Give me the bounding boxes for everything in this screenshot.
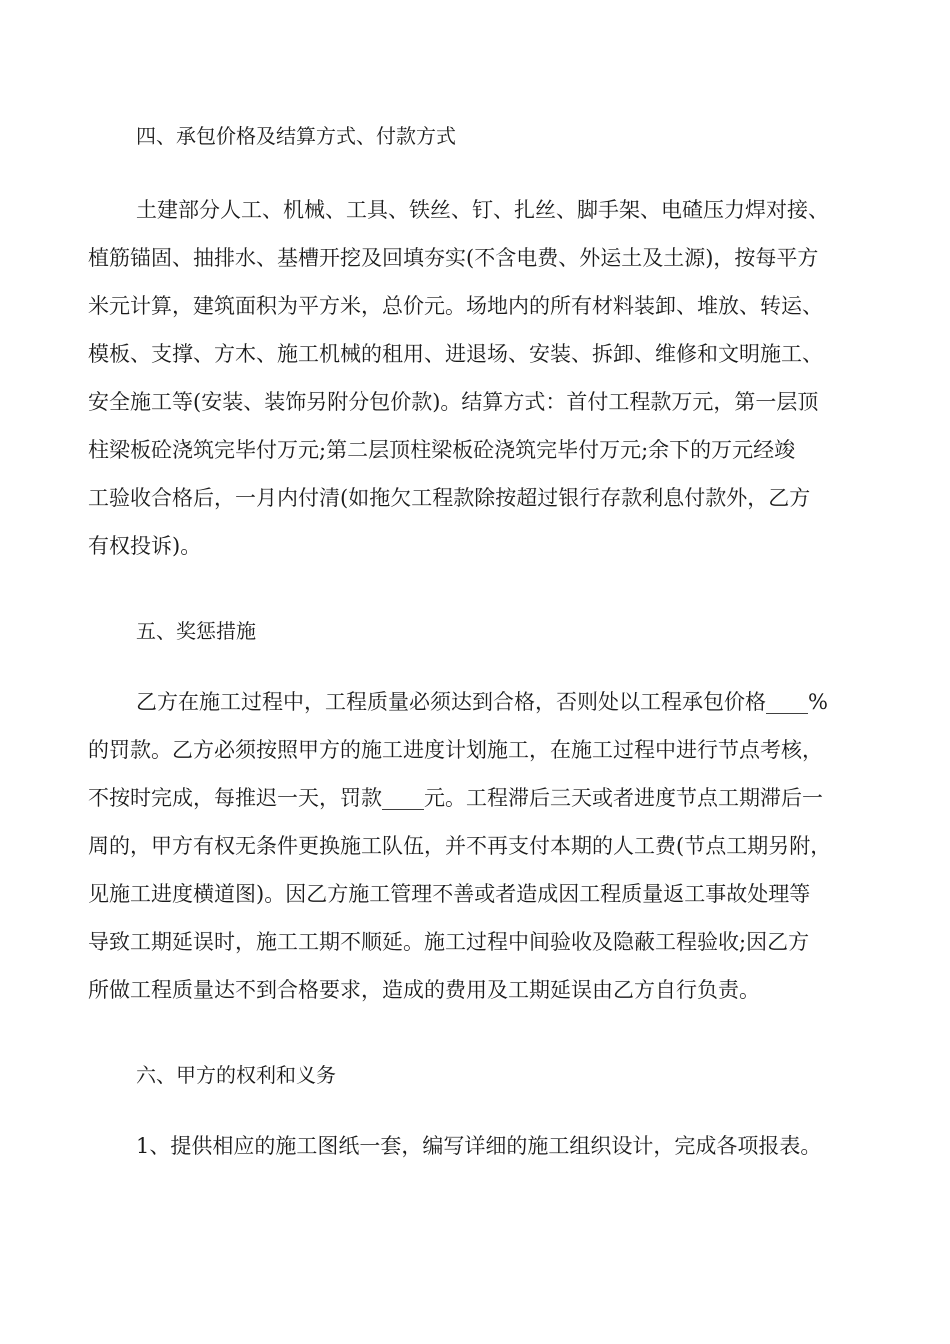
paragraph-line: 工验收合格后，一月内付清(如拖欠工程款除按超过银行存款利息付款外，乙方 xyxy=(88,486,811,510)
paragraph-line: 土建部分人工、机械、工具、铁丝、钉、扎丝、脚手架、电碴压力焊对接、 xyxy=(136,198,829,222)
paragraph-line: 不按时完成，每推迟一天，罚款____元。工程滞后三天或者进度节点工期滞后一 xyxy=(88,786,823,810)
paragraph-line: 见施工进度横道图)。因乙方施工管理不善或者造成因工程质量返工事故处理等 xyxy=(88,882,811,906)
paragraph-line: 的罚款。乙方必须按照甲方的施工进度计划施工，在施工过程中进行节点考核， xyxy=(88,738,823,762)
paragraph-line: 所做工程质量达不到合格要求，造成的费用及工期延误由乙方自行负责。 xyxy=(88,978,760,1002)
paragraph-line: 柱梁板砼浇筑完毕付万元;第二层顶柱梁板砼浇筑完毕付万元;余下的万元经竣 xyxy=(88,438,796,462)
paragraph-line: 乙方在施工过程中，工程质量必须达到合格，否则处以工程承包价格____% xyxy=(136,690,828,714)
paragraph-line: 有权投诉)。 xyxy=(88,534,202,558)
paragraph-line: 米元计算，建筑面积为平方米，总价元。场地内的所有材料装卸、堆放、转运、 xyxy=(88,294,823,318)
paragraph-line: 导致工期延误时，施工工期不顺延。施工过程中间验收及隐蔽工程验收;因乙方 xyxy=(88,930,810,954)
section-heading-5: 五、奖惩措施 xyxy=(136,619,256,643)
section-heading-4: 四、承包价格及结算方式、付款方式 xyxy=(136,124,456,148)
paragraph-line: 周的，甲方有权无条件更换施工队伍，并不再支付本期的人工费(节点工期另附， xyxy=(88,834,832,858)
paragraph-line: 安全施工等(安装、装饰另附分包价款)。结算方式：首付工程款万元，第一层顶 xyxy=(88,390,819,414)
section-heading-6: 六、甲方的权利和义务 xyxy=(136,1063,336,1087)
paragraph-line: 植筋锚固、抽排水、基槽开挖及回填夯实(不含电费、外运土及土源)，按每平方 xyxy=(88,246,819,270)
paragraph-line: 1、提供相应的施工图纸一套，编写详细的施工组织设计，完成各项报表。 xyxy=(136,1134,822,1158)
paragraph-line: 模板、支撑、方木、施工机械的租用、进退场、安装、拆卸、维修和文明施工、 xyxy=(88,342,823,366)
